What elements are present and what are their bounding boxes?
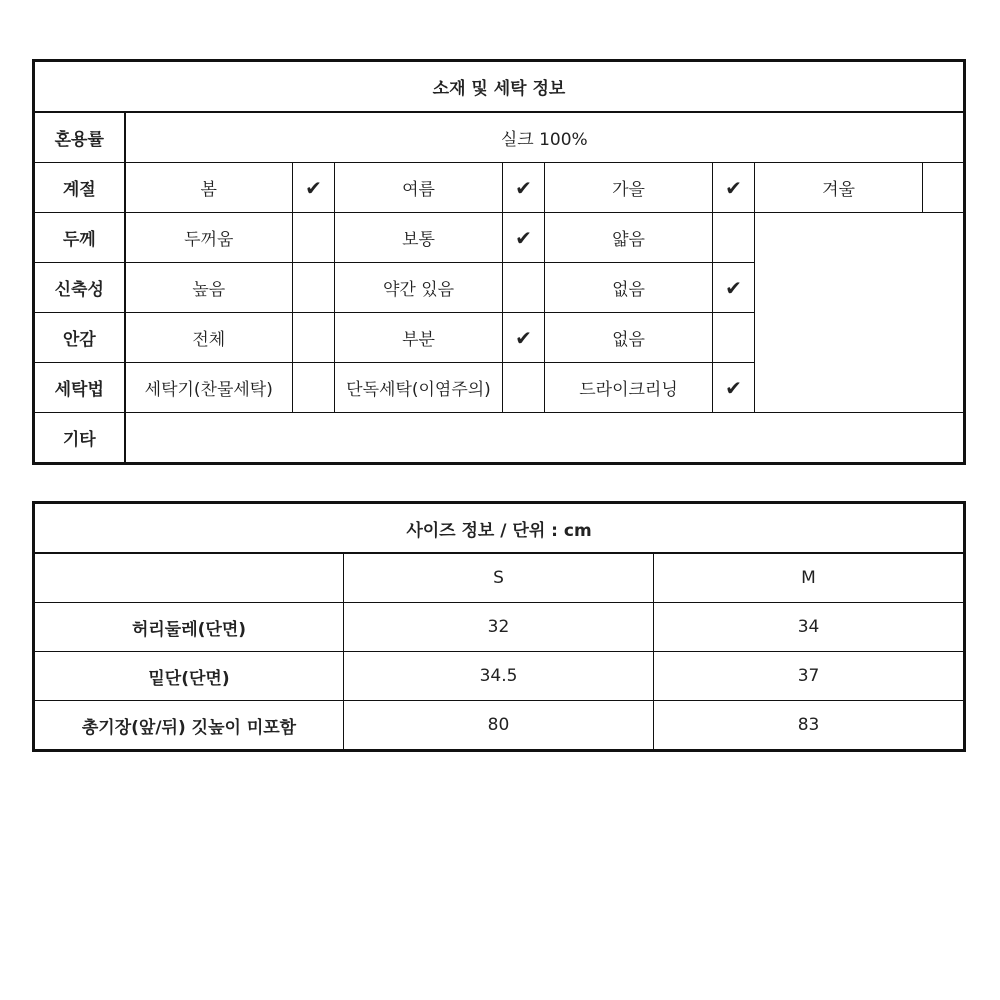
- size-value: 34: [654, 603, 965, 652]
- wash-option-separate: 단독세탁(이염주의): [335, 363, 503, 413]
- stretch-option-high: 높음: [125, 263, 293, 313]
- check-mark-cell: [293, 263, 335, 313]
- check-mark-icon: ✔: [503, 313, 545, 363]
- empty-block: [755, 213, 965, 413]
- mix-label: 혼용률: [34, 112, 125, 163]
- check-mark-icon: ✔: [713, 363, 755, 413]
- etc-value: [125, 413, 965, 464]
- check-mark-icon: ✔: [293, 163, 335, 213]
- size-header-empty: [34, 553, 344, 603]
- wash-option-machine: 세탁기(찬물세탁): [125, 363, 293, 413]
- thickness-option-thick: 두꺼움: [125, 213, 293, 263]
- lining-option-partial: 부분: [335, 313, 503, 363]
- size-value: 34.5: [344, 652, 654, 701]
- lining-option-none: 없음: [545, 313, 713, 363]
- wash-label: 세탁법: [34, 363, 125, 413]
- size-column-s: S: [344, 553, 654, 603]
- check-mark-icon: ✔: [713, 263, 755, 313]
- wash-option-dry-clean: 드라이크리닝: [545, 363, 713, 413]
- thickness-option-thin: 얇음: [545, 213, 713, 263]
- size-value: 32: [344, 603, 654, 652]
- check-mark-icon: ✔: [713, 163, 755, 213]
- size-value: 37: [654, 652, 965, 701]
- size-info-table: [32, 501, 966, 752]
- etc-label: 기타: [34, 413, 125, 464]
- thickness-row: [34, 213, 965, 263]
- size-column-m: M: [654, 553, 965, 603]
- season-option-spring: 봄: [125, 163, 293, 213]
- table-row: [34, 652, 965, 701]
- season-option-summer: 여름: [335, 163, 503, 213]
- check-mark-cell: [503, 363, 545, 413]
- stretch-option-none: 없음: [545, 263, 713, 313]
- table-row: [34, 701, 965, 751]
- lining-option-full: 전체: [125, 313, 293, 363]
- check-mark-icon: ✔: [503, 163, 545, 213]
- size-value: 83: [654, 701, 965, 751]
- table-row: [34, 603, 965, 652]
- season-option-winter: 겨울: [755, 163, 923, 213]
- care-table-title: 소재 및 세탁 정보: [34, 61, 965, 113]
- size-table-title: 사이즈 정보 / 단위 : cm: [34, 503, 965, 554]
- size-row-label: 총기장(앞/뒤) 깃높이 미포함: [34, 701, 344, 751]
- size-row-label: 밑단(단면): [34, 652, 344, 701]
- thickness-label: 두께: [34, 213, 125, 263]
- stretch-label: 신축성: [34, 263, 125, 313]
- check-mark-cell: [293, 313, 335, 363]
- season-label: 계절: [34, 163, 125, 213]
- thickness-option-normal: 보통: [335, 213, 503, 263]
- care-info-table: [32, 59, 966, 465]
- season-row: [34, 163, 965, 213]
- check-mark-cell: [713, 213, 755, 263]
- check-mark-cell: [923, 163, 965, 213]
- check-mark-cell: [293, 363, 335, 413]
- lining-label: 안감: [34, 313, 125, 363]
- check-mark-cell: [713, 313, 755, 363]
- size-value: 80: [344, 701, 654, 751]
- season-option-autumn: 가을: [545, 163, 713, 213]
- check-mark-icon: ✔: [503, 213, 545, 263]
- mix-value: 실크 100%: [125, 112, 965, 163]
- check-mark-cell: [293, 213, 335, 263]
- check-mark-cell: [503, 263, 545, 313]
- stretch-option-some: 약간 있음: [335, 263, 503, 313]
- size-header-row: [34, 553, 965, 603]
- size-row-label: 허리둘레(단면): [34, 603, 344, 652]
